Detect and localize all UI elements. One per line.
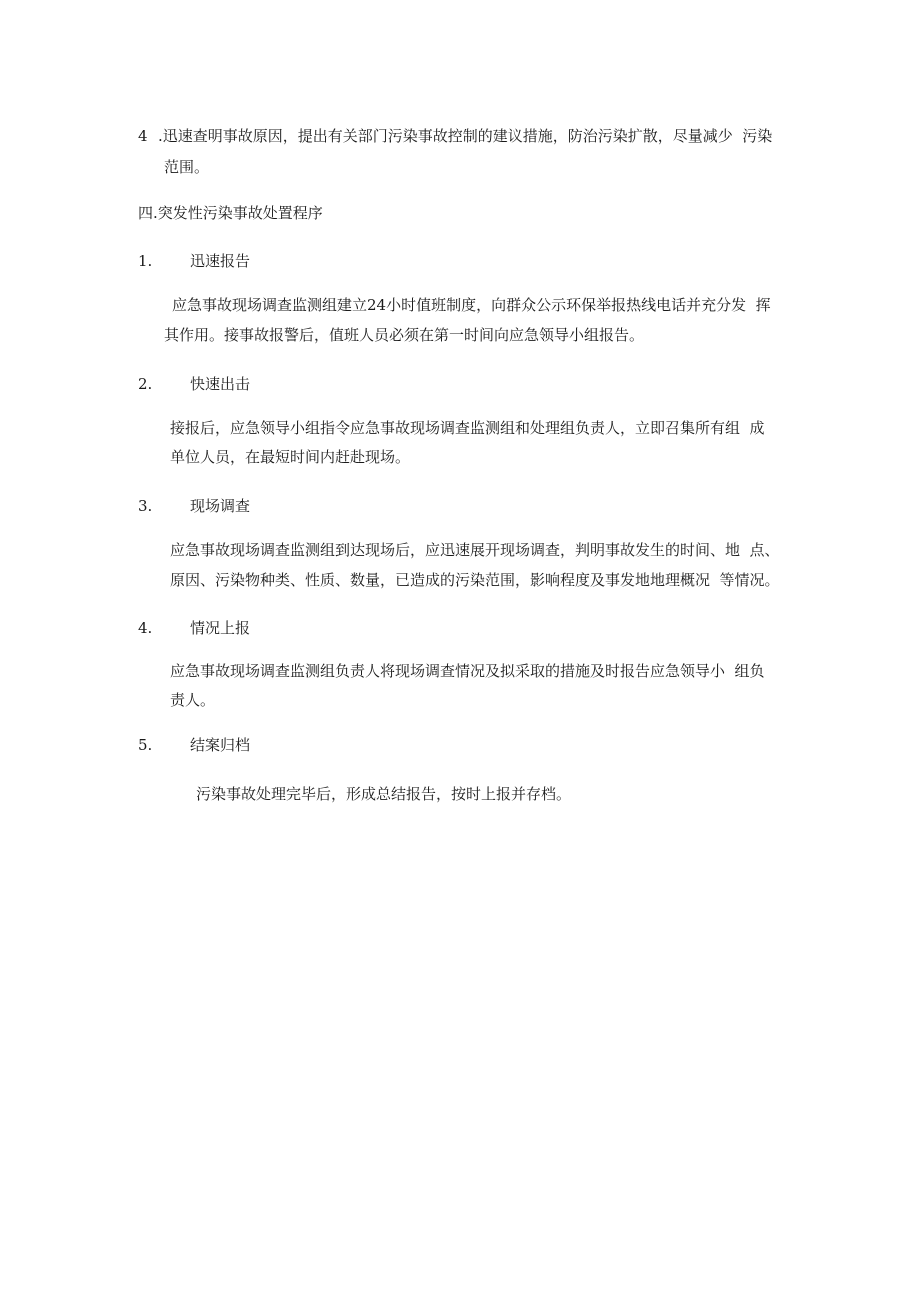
step-3-number: 3. — [138, 497, 153, 515]
step-5-number: 5. — [138, 736, 153, 754]
step-1-text-line-1: 应急事故现场调查监测组建立24小时值班制度，向群众公示环保举报热线电话并充分发 挥 — [172, 296, 771, 314]
step-2-text-line-1: 接报后，应急领导小组指令应急事故现场调查监测组和处理组负责人，立即召集所有组 成 — [170, 419, 765, 437]
step-2-number: 2. — [138, 375, 153, 393]
item-4-number: 4 — [138, 127, 148, 145]
step-2-title: 快速出击 — [190, 375, 251, 393]
step-2-text-line-2: 单位人员，在最短时间内赶赴现场。 — [170, 448, 411, 466]
step-4-text-line-2: 责人。 — [170, 691, 216, 709]
item-4-text-line-2: 范围。 — [164, 158, 210, 176]
step-1-title: 迅速报告 — [190, 252, 251, 270]
step-1-number: 1. — [138, 252, 153, 270]
step-4-number: 4. — [138, 619, 153, 637]
item-4-text-line-1: .迅速查明事故原因，提出有关部门污染事故控制的建议措施，防治污染扩散，尽量减少 污染 — [158, 127, 773, 145]
section-heading: 四.突发性污染事故处置程序 — [138, 204, 323, 222]
step-1-text-line-2: 其作用。接事故报警后，值班人员必须在第一时间向应急领导小组报告。 — [164, 326, 645, 344]
step-3-title: 现场调查 — [190, 497, 251, 515]
step-3-text-line-2: 原因、污染物种类、性质、数量，已造成的污染范围，影响程度及事发地地理概况 等情况。 — [170, 571, 780, 589]
step-4-text-line-1: 应急事故现场调查监测组负责人将现场调查情况及拟采取的措施及时报告应急领导小 组负 — [170, 662, 765, 680]
step-3-text-line-1: 应急事故现场调查监测组到达现场后，应迅速展开现场调查，判明事故发生的时间、地 点、 — [170, 541, 780, 559]
step-5-text-line-1: 污染事故处理完毕后，形成总结报告，按时上报并存档。 — [196, 785, 572, 803]
step-5-title: 结案归档 — [190, 736, 251, 754]
step-4-title: 情况上报 — [190, 619, 251, 637]
